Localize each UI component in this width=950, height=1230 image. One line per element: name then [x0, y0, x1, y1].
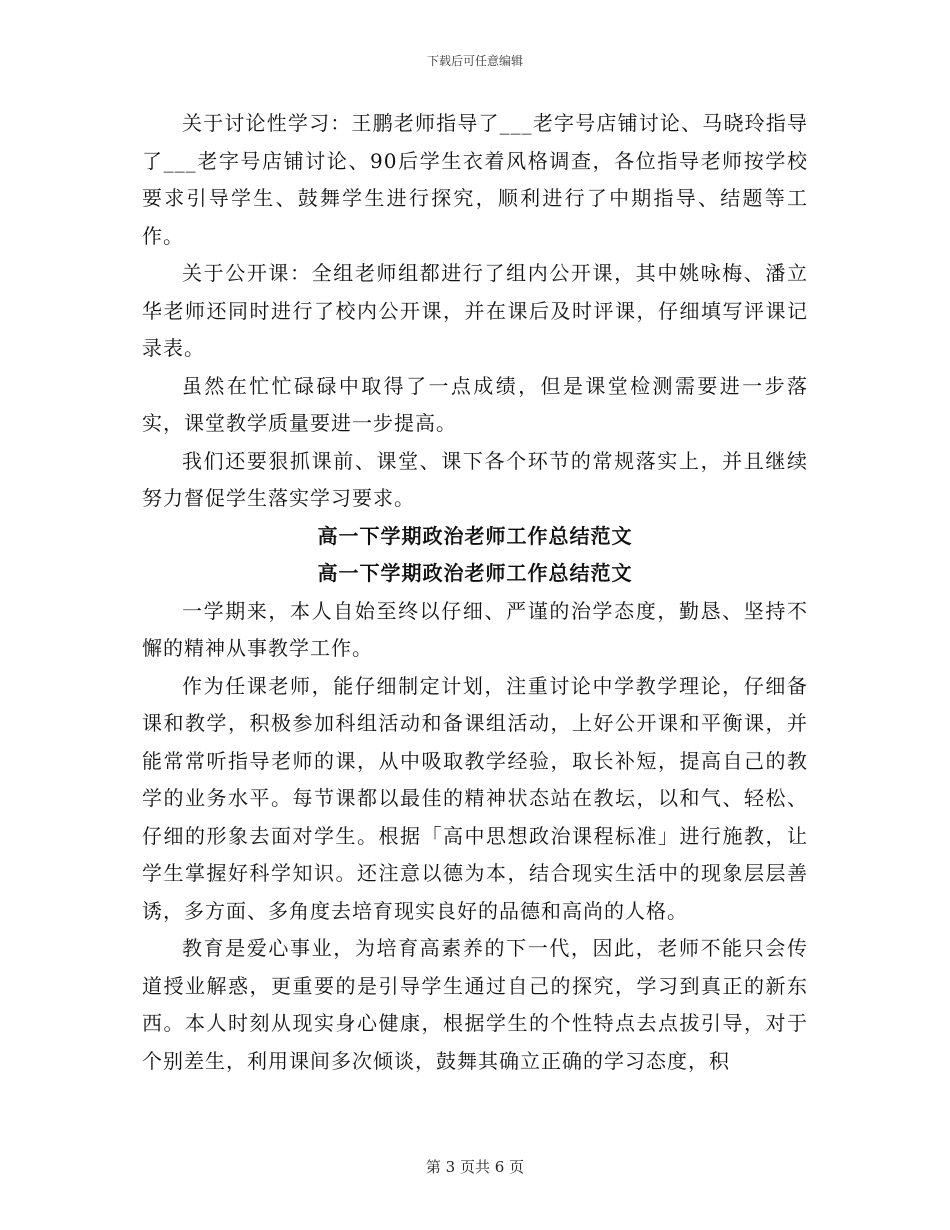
document-body	[142, 105, 808, 1080]
paragraph-achievements: 虽然在忙忙碌碌中取得了一点成绩，但是课堂检测需要进一步落实，课堂教学质量要进一步提高。	[142, 373, 808, 435]
paragraph-teaching: 作为任课老师，能仔细制定计划，注重讨论中学教学理论，仔细备课和教学，积极参加科组活动和备课组活动，上好公开课和平衡课，并能常常听指导老师的课，从中吸取教学经验，取长补短，提高自己的教学的业务水平。每节课都以最佳的精神状态站在教坛，以和气、轻松、仔细的形象去面对学生。根据「高中思想政治课程标准」进行施教，让学生掌握好科学知识。还注意以德为本，结合现实生活中的现象层层善诱，多方面、多角度去培育现实良好的品德和高尚的人格。	[142, 673, 808, 923]
section-title: 高一下学期政治老师工作总结范文	[317, 523, 633, 548]
paragraph-research-study: 关于讨论性学习：王鹏老师指导了___老字号店铺讨论、马晓玲指导了___老字号店铺讨论、90后学生衣着风格调查，各位指导老师按学校要求引导学生、鼓舞学生进行探究，顺利进行了中期指导、结题等工作。	[142, 111, 808, 248]
paragraph-attitude: 一学期来，本人自始至终以仔细、严谨的治学态度，勤恳、坚持不懈的精神从事教学工作。	[142, 598, 808, 660]
paragraph-future-work: 我们还要狠抓课前、课堂、课下各个环节的常规落实上，并且继续努力督促学生落实学习要求。	[142, 448, 808, 510]
page-header: 下载后可任意编辑	[426, 54, 523, 68]
paragraph-open-class: 关于公开课：全组老师组都进行了组内公开课，其中姚咏梅、潘立华老师还同时进行了校内公开课，并在课后及时评课，仔细填写评课记录表。	[142, 261, 808, 360]
section-subtitle: 高一下学期政治老师工作总结范文	[317, 561, 633, 585]
page-number: 第 3 页共 6 页	[425, 1158, 525, 1176]
paragraph-education-love: 教育是爱心事业，为培育高素养的下一代，因此，老师不能只会传道授业解惑，更重要的是引导学生通过自己的探究，学习到真正的新东西。本人时刻从现实身心健康，根据学生的个性特点去点拔引导，对于个别差生，利用课间多次倾谈，鼓舞其确立正确的学习态度，积	[142, 936, 808, 1073]
